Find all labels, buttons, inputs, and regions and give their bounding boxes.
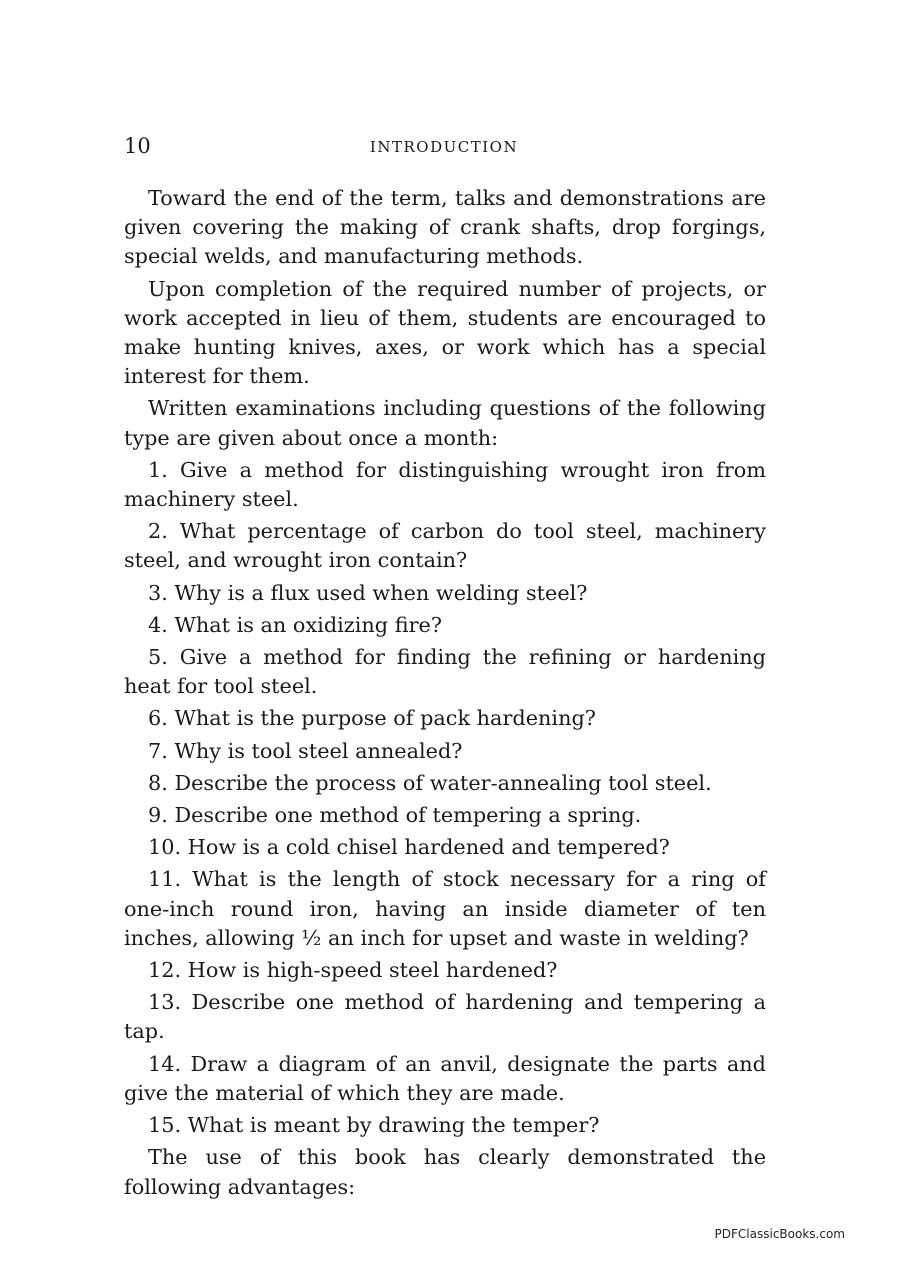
- question-item: 9. Describe one method of tempering a spring.: [148, 803, 642, 828]
- question-item: 12. How is high-speed steel hardened?: [148, 958, 558, 983]
- paragraph-examinations: Written examinations including questions of the following type are given about once a month:: [124, 396, 766, 450]
- page-number: 10: [124, 134, 151, 158]
- question-item: 8. Describe the process of water-annealing tool steel.: [148, 770, 712, 795]
- question-item: 1. Give a method for distinguishing wrought iron from machinery steel.: [124, 457, 766, 512]
- question-item: 4. What is an oxidizing fire?: [148, 612, 442, 637]
- question-item: 2. What percentage of carbon do tool steel, machinery steel, and wrought iron contain?: [124, 519, 766, 573]
- question-item: 13. Describe one method of hardening and tempering a tap.: [124, 990, 766, 1044]
- paragraph-projects: Upon completion of the required number of projects, or work accepted in lieu of them, students are encouraged to make hunting knives, axes, or work which has a special interest for them.: [124, 276, 766, 389]
- question-item: 10. How is a cold chisel hardened and tempered?: [148, 835, 670, 860]
- paragraph-advantages: The use of this book has clearly demonstrated the following advantages:: [124, 1145, 766, 1199]
- running-head: INTRODUCTION: [369, 138, 519, 156]
- question-item: 11. What is the length of stock necessary for a ring of one-inch round iron, having an inside diameter of ten inches, allowing ½ an inch for upset and waste in welding?: [124, 867, 766, 950]
- question-item: 6. What is the purpose of pack hardening?: [148, 706, 596, 731]
- body-text: [124, 184, 766, 1205]
- paragraph-term-end: Toward the end of the term, talks and demonstrations are given covering the making of crank shafts, drop forgings, special welds, and manufacturing methods.: [124, 186, 766, 269]
- question-item: 14. Draw a diagram of an anvil, designate the parts and give the material of which they are made.: [124, 1051, 766, 1105]
- footer-credit: PDFClassicBooks.com: [714, 1227, 845, 1241]
- question-item: 7. Why is tool steel annealed?: [148, 738, 463, 763]
- page-header: [124, 134, 764, 164]
- question-item: 5. Give a method for finding the refining or hardening heat for tool steel.: [124, 645, 766, 699]
- question-item: 3. Why is a flux used when welding steel?: [148, 580, 588, 605]
- question-item: 15. What is meant by drawing the temper?: [148, 1113, 600, 1138]
